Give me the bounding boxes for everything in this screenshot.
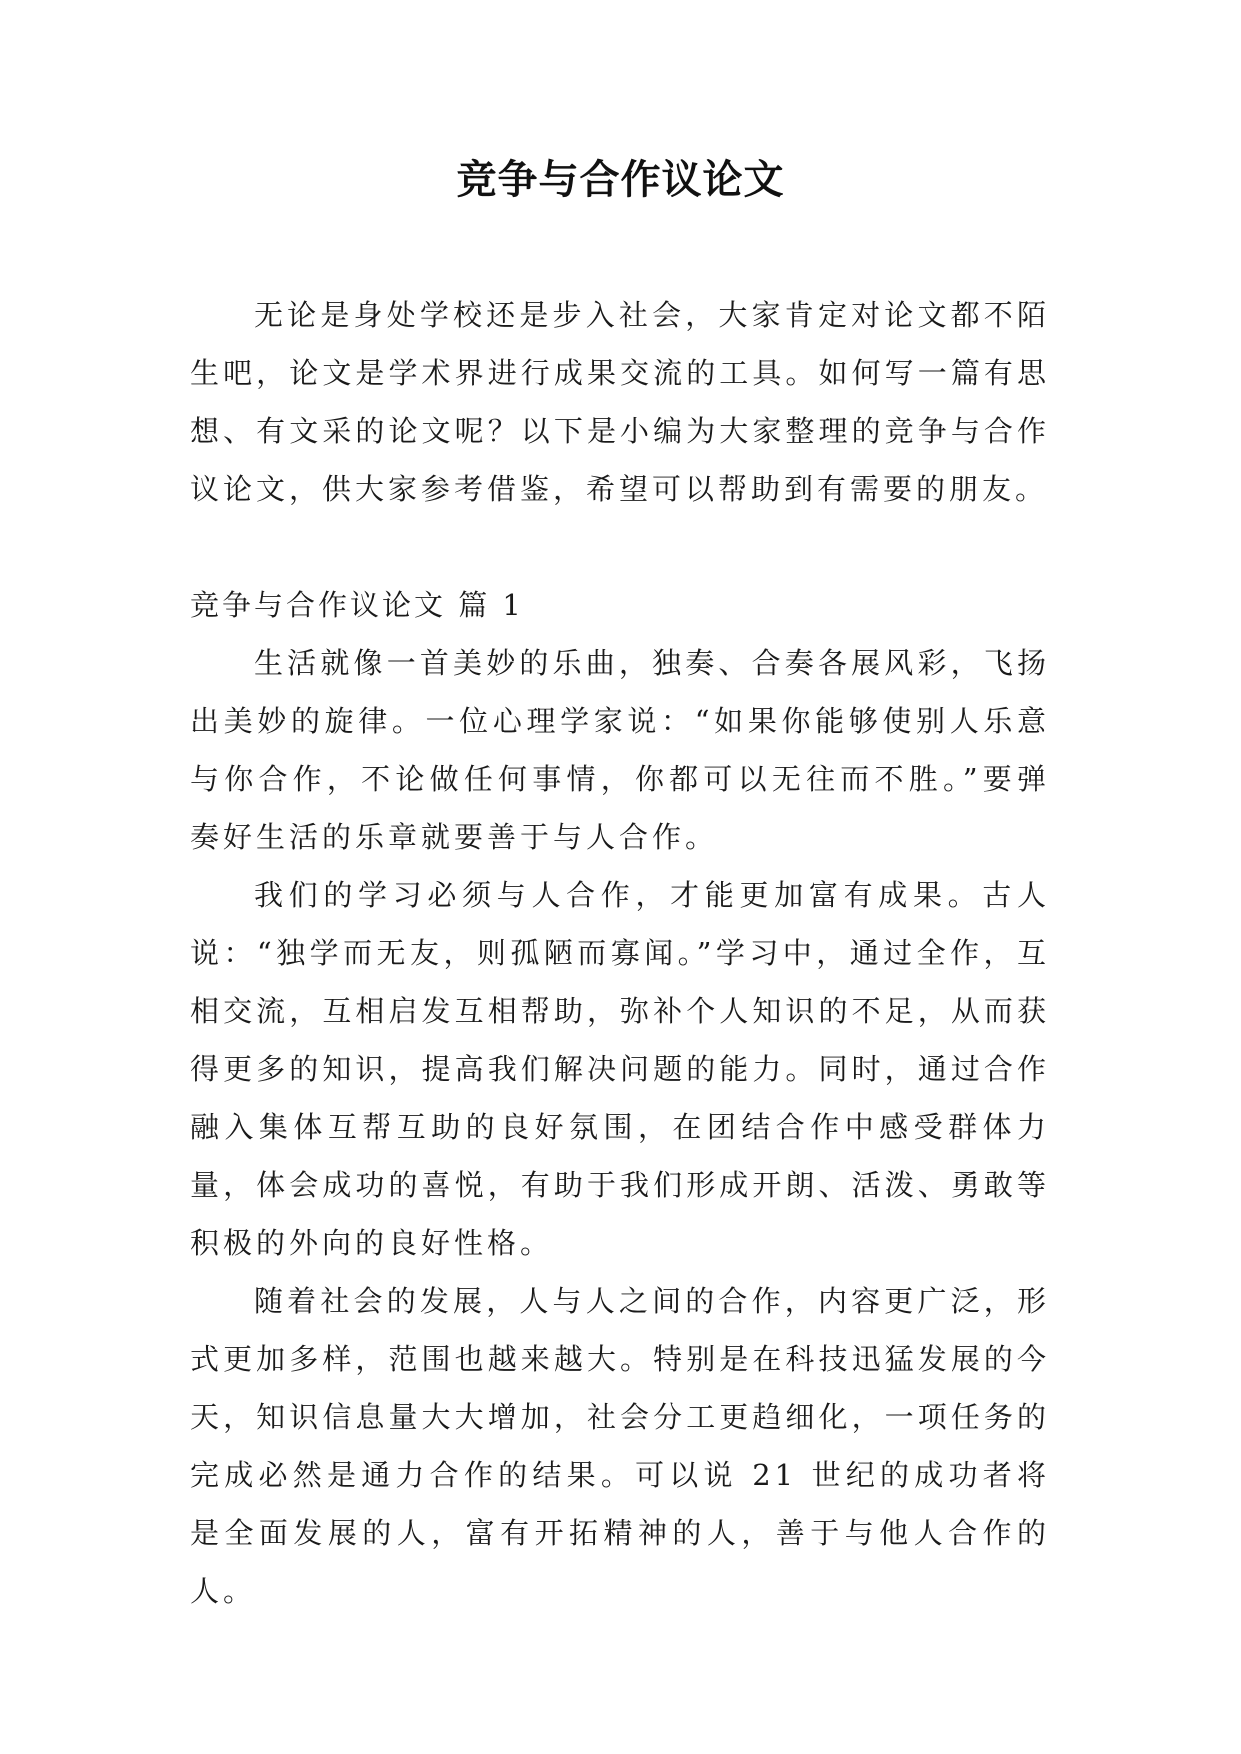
body-paragraph-3: 随着社会的发展，人与人之间的合作，内容更广泛，形式更加多样，范围也越来越大。特别是在科技迅猛发展的今天，知识信息量大大增加，社会分工更趋细化，一项任务的完成必然是通力合作的结果。可以说 21 世纪的成功者将是全面发展的人，富有开拓精神的人，善于与他人合作的人。 xyxy=(190,1284,1050,1608)
body-paragraph-1: 生活就像一首美妙的乐曲，独奏、合奏各展风彩，飞扬出美妙的旋律。一位心理学家说：“如果你能够使别人乐意与你合作，不论做任何事情，你都可以无往而不胜。”要弹奏好生活的乐章就要善于与人合作。 xyxy=(190,646,1050,854)
intro-paragraph: 无论是身处学校还是步入社会，大家肯定对论文都不陌生吧，论文是学术界进行成果交流的工具。如何写一篇有思想、有文采的论文呢？以下是小编为大家整理的竞争与合作议论文，供大家参考借鉴，希望可以帮助到有需要的朋友。 xyxy=(190,298,1050,506)
section-heading: 竞争与合作议论文 篇 1 xyxy=(190,588,524,622)
body-paragraph-2: 我们的学习必须与人合作，才能更加富有成果。古人说：“独学而无友，则孤陋而寡闻。”学习中，通过全作，互相交流，互相启发互相帮助，弥补个人知识的不足，从而获得更多的知识，提高我们解决问题的能力。同时，通过合作融入集体互帮互助的良好氛围，在团结合作中感受群体力量，体会成功的喜悦，有助于我们形成开朗、活泼、勇敢等积极的外向的良好性格。 xyxy=(190,878,1050,1260)
document-title: 竞争与合作议论文 xyxy=(456,156,785,203)
